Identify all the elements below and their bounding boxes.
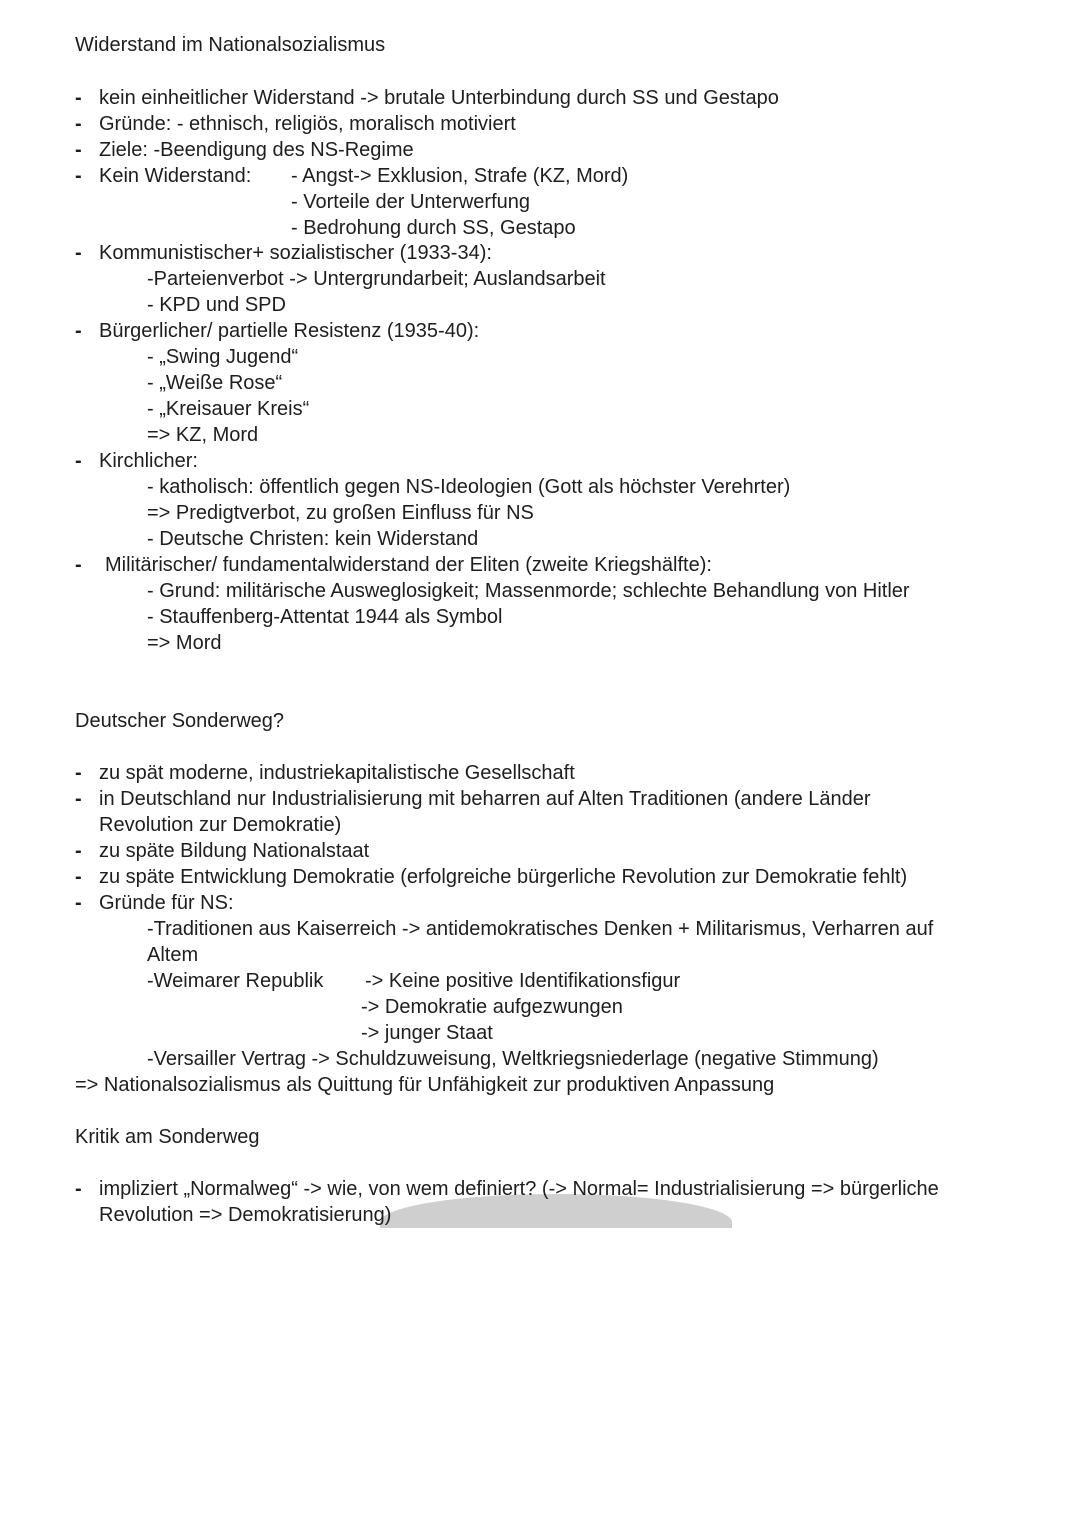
section-title-kritik: Kritik am Sonderweg (75, 1126, 260, 1148)
list-item: Kein Widerstand: (99, 165, 252, 187)
bullet-marker: - (75, 242, 82, 264)
list-item: Gründe: - ethnisch, religiös, moralisch motiviert (99, 113, 516, 135)
bullet-marker: - (75, 892, 82, 914)
list-item: Kommunistischer+ sozialistischer (1933-34): (99, 242, 492, 264)
sub-item: - „Weiße Rose“ (147, 372, 283, 394)
bullet-marker: - (75, 788, 82, 810)
list-item: zu späte Entwicklung Demokratie (erfolgreiche bürgerliche Revolution zur Demokratie fehlt) (99, 866, 908, 888)
sub-item: => Predigtverbot, zu großen Einfluss für NS (147, 502, 534, 524)
bullet-marker: - (75, 139, 82, 161)
list-item: Militärischer/ fundamentalwiderstand der Eliten (zweite Kriegshälfte): (105, 554, 712, 576)
sub-item: - „Swing Jugend“ (147, 346, 299, 368)
list-item: Ziele: -Beendigung des NS-Regime (99, 139, 414, 161)
bullet-marker: - (75, 554, 82, 576)
bullet-marker: - (75, 165, 82, 187)
list-item: zu spät moderne, industriekapitalistische Gesellschaft (99, 762, 575, 784)
sub-sub-item: -> junger Staat (361, 1022, 493, 1044)
bullet-marker: - (75, 1178, 82, 1200)
list-item: zu späte Bildung Nationalstaat (99, 840, 370, 862)
sub-item: - Vorteile der Unterwerfung (291, 191, 531, 213)
bullet-marker: - (75, 450, 82, 472)
section-title-widerstand: Widerstand im Nationalsozialismus (75, 34, 386, 56)
sub-item: - Angst-> Exklusion, Strafe (KZ, Mord) (291, 165, 629, 187)
sub-item: => Mord (147, 632, 222, 654)
list-item: Kirchlicher: (99, 450, 198, 472)
list-item-continuation: Revolution => Demokratisierung) (99, 1204, 392, 1226)
sub-item-continuation: Altem (147, 944, 199, 966)
list-item: kein einheitlicher Widerstand -> brutale Unterbindung durch SS und Gestapo (99, 87, 779, 109)
bullet-marker: - (75, 113, 82, 135)
sub-item: -Weimarer Republik (147, 970, 324, 992)
list-item: impliziert „Normalweg“ -> wie, von wem definiert? (-> Normal= Industrialisierung => bürgerliche (99, 1178, 939, 1200)
sub-item: - Grund: militärische Ausweglosigkeit; Massenmorde; schlechte Behandlung von Hitler (147, 580, 910, 602)
bullet-marker: - (75, 320, 82, 342)
list-item: Bürgerlicher/ partielle Resistenz (1935-40): (99, 320, 480, 342)
sub-item: => KZ, Mord (147, 424, 259, 446)
sub-sub-item: -> Keine positive Identifikationsfigur (365, 970, 681, 992)
sub-item: - Stauffenberg-Attentat 1944 als Symbol (147, 606, 503, 628)
sub-item: - katholisch: öffentlich gegen NS-Ideologien (Gott als höchster Verehrter) (147, 476, 791, 498)
conclusion: => Nationalsozialismus als Quittung für Unfähigkeit zur produktiven Anpassung (75, 1074, 775, 1096)
sub-item: - Deutsche Christen: kein Widerstand (147, 528, 479, 550)
sub-item: -Parteienverbot -> Untergrundarbeit; Auslandsarbeit (147, 268, 606, 290)
list-item-continuation: Revolution zur Demokratie) (99, 814, 342, 836)
sub-item: - Bedrohung durch SS, Gestapo (291, 217, 576, 239)
bullet-marker: - (75, 866, 82, 888)
sub-item: -Versailler Vertrag -> Schuldzuweisung, Weltkriegsniederlage (negative Stimmung) (147, 1048, 879, 1070)
list-item: in Deutschland nur Industrialisierung mit beharren auf Alten Traditionen (andere Länder (99, 788, 871, 810)
sub-item: -Traditionen aus Kaiserreich -> antidemokratisches Denken + Militarismus, Verharren auf (147, 918, 934, 940)
list-item: Gründe für NS: (99, 892, 234, 914)
bullet-marker: - (75, 762, 82, 784)
section-title-sonderweg: Deutscher Sonderweg? (75, 710, 285, 732)
bullet-marker: - (75, 840, 82, 862)
sub-sub-item: -> Demokratie aufgezwungen (361, 996, 623, 1018)
bullet-marker: - (75, 87, 82, 109)
sub-item: - KPD und SPD (147, 294, 286, 316)
sub-item: - „Kreisauer Kreis“ (147, 398, 310, 420)
